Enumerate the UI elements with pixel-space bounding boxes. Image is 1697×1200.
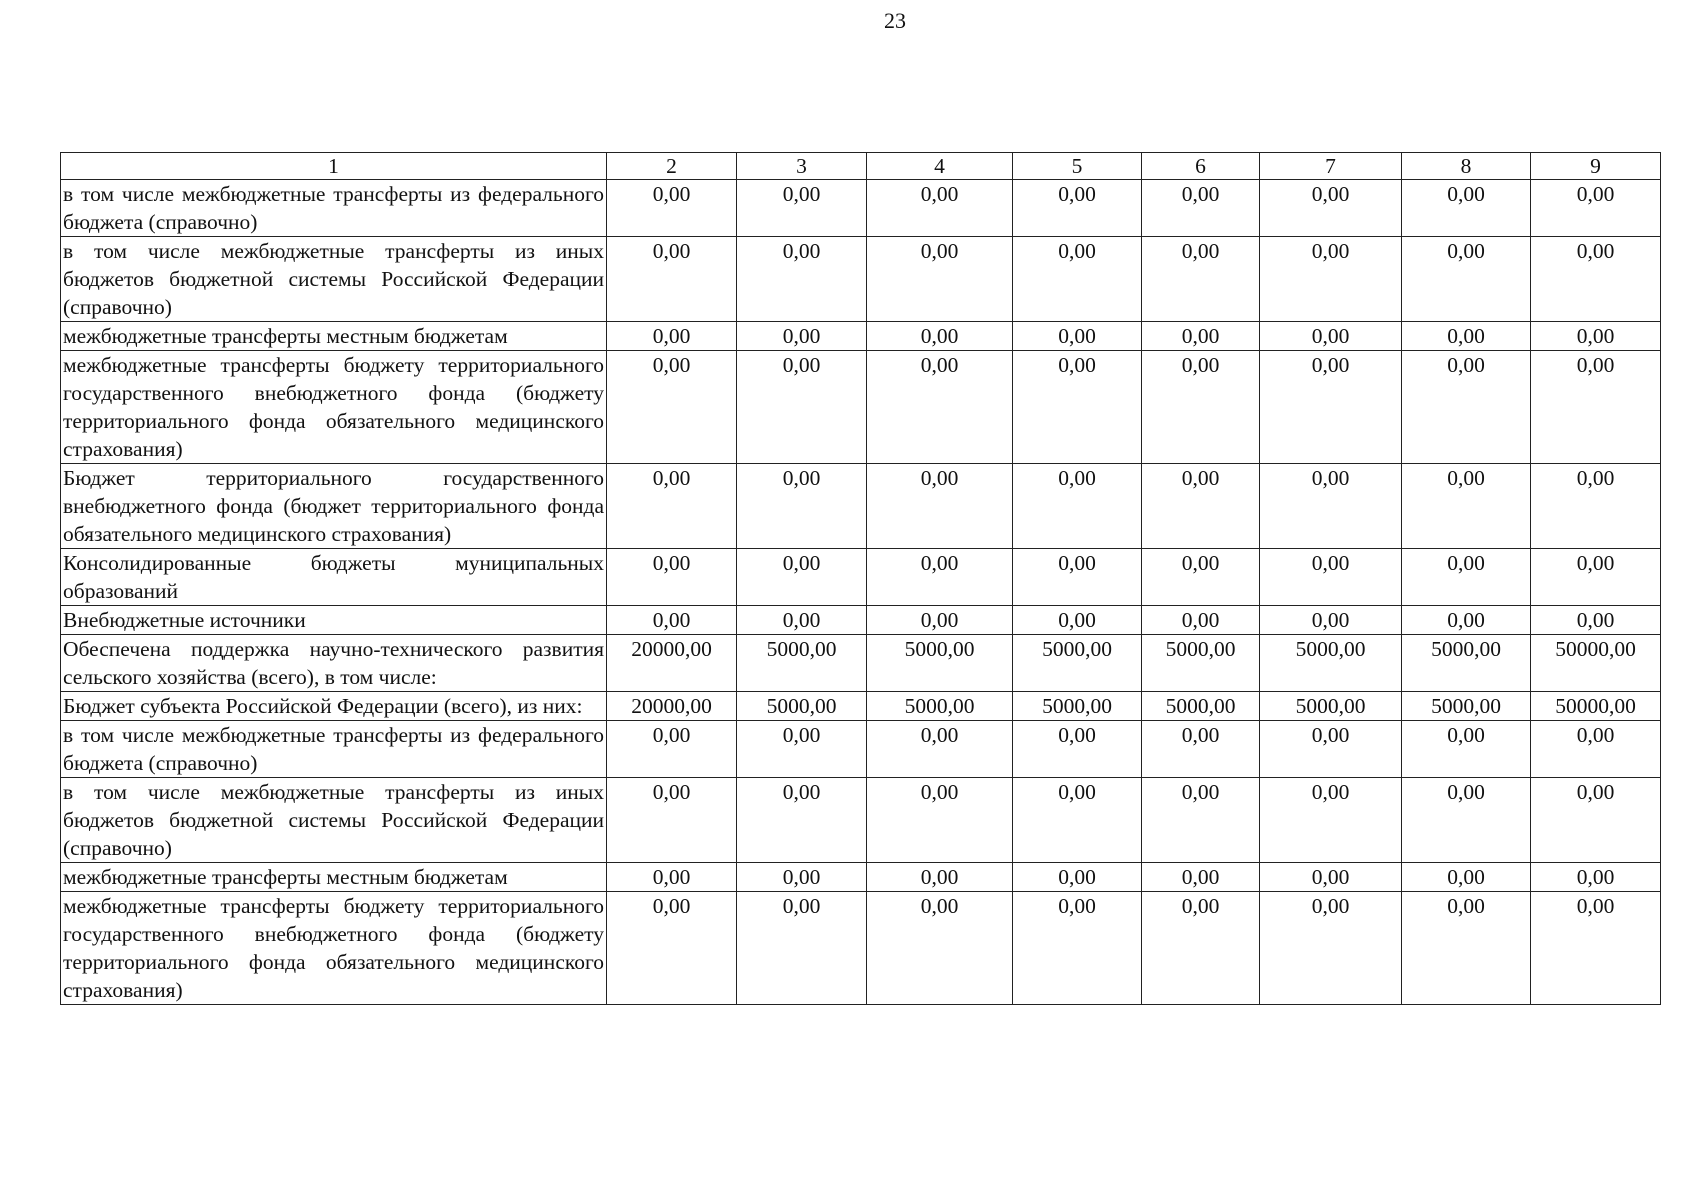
value-cell: 0,00 bbox=[1260, 606, 1402, 635]
table-row bbox=[61, 606, 1661, 635]
table-row bbox=[61, 237, 1661, 322]
value-cell: 0,00 bbox=[1531, 322, 1661, 351]
table-row bbox=[61, 863, 1661, 892]
value-cell: 0,00 bbox=[1531, 549, 1661, 606]
value-cell: 0,00 bbox=[737, 464, 867, 549]
value-cell: 0,00 bbox=[1402, 237, 1531, 322]
row-label: Бюджет субъекта Российской Федерации (всего), из них: bbox=[61, 692, 607, 721]
header-row bbox=[61, 153, 1661, 180]
table-body bbox=[61, 180, 1661, 1005]
value-cell: 0,00 bbox=[1402, 606, 1531, 635]
value-cell: 0,00 bbox=[1013, 721, 1142, 778]
table-row bbox=[61, 180, 1661, 237]
value-cell: 0,00 bbox=[1531, 778, 1661, 863]
table-row bbox=[61, 464, 1661, 549]
value-cell: 0,00 bbox=[1013, 892, 1142, 1005]
value-cell: 0,00 bbox=[1142, 721, 1260, 778]
value-cell: 5000,00 bbox=[1260, 692, 1402, 721]
value-cell: 0,00 bbox=[1013, 464, 1142, 549]
value-cell: 0,00 bbox=[737, 721, 867, 778]
row-label: Обеспечена поддержка научно-технического развития сельского хозяйства (всего), в том числе: bbox=[61, 635, 607, 692]
row-label: в том числе межбюджетные трансферты из федерального бюджета (справочно) bbox=[61, 180, 607, 237]
value-cell: 0,00 bbox=[867, 549, 1013, 606]
value-cell: 0,00 bbox=[1013, 180, 1142, 237]
value-cell: 0,00 bbox=[1260, 892, 1402, 1005]
value-cell: 5000,00 bbox=[1402, 635, 1531, 692]
column-header-6: 6 bbox=[1142, 153, 1260, 180]
value-cell: 0,00 bbox=[1402, 778, 1531, 863]
row-label: в том числе межбюджетные трансферты из федерального бюджета (справочно) bbox=[61, 721, 607, 778]
value-cell: 0,00 bbox=[1402, 721, 1531, 778]
column-header-9: 9 bbox=[1531, 153, 1661, 180]
value-cell: 0,00 bbox=[1402, 549, 1531, 606]
value-cell: 0,00 bbox=[1260, 464, 1402, 549]
value-cell: 0,00 bbox=[867, 606, 1013, 635]
value-cell: 5000,00 bbox=[1402, 692, 1531, 721]
value-cell: 0,00 bbox=[1260, 863, 1402, 892]
table-row bbox=[61, 351, 1661, 464]
value-cell: 0,00 bbox=[1142, 180, 1260, 237]
value-cell: 0,00 bbox=[1260, 351, 1402, 464]
value-cell: 0,00 bbox=[737, 778, 867, 863]
value-cell: 5000,00 bbox=[1260, 635, 1402, 692]
value-cell: 0,00 bbox=[737, 606, 867, 635]
value-cell: 5000,00 bbox=[1013, 692, 1142, 721]
value-cell: 0,00 bbox=[1013, 606, 1142, 635]
value-cell: 0,00 bbox=[607, 322, 737, 351]
table-row bbox=[61, 549, 1661, 606]
value-cell: 5000,00 bbox=[1013, 635, 1142, 692]
value-cell: 0,00 bbox=[1402, 322, 1531, 351]
value-cell: 0,00 bbox=[1142, 892, 1260, 1005]
value-cell: 0,00 bbox=[607, 863, 737, 892]
row-label: межбюджетные трансферты бюджету территориального государственного внебюджетного фонда (бюджету территориального фонда обязательного медицинского страхования) bbox=[61, 892, 607, 1005]
value-cell: 0,00 bbox=[737, 180, 867, 237]
value-cell: 0,00 bbox=[1531, 464, 1661, 549]
value-cell: 0,00 bbox=[1013, 549, 1142, 606]
value-cell: 5000,00 bbox=[867, 692, 1013, 721]
value-cell: 0,00 bbox=[1142, 778, 1260, 863]
value-cell: 5000,00 bbox=[867, 635, 1013, 692]
value-cell: 0,00 bbox=[737, 549, 867, 606]
value-cell: 0,00 bbox=[607, 237, 737, 322]
value-cell: 0,00 bbox=[1142, 237, 1260, 322]
value-cell: 5000,00 bbox=[1142, 635, 1260, 692]
value-cell: 0,00 bbox=[867, 863, 1013, 892]
value-cell: 0,00 bbox=[1142, 464, 1260, 549]
value-cell: 0,00 bbox=[737, 892, 867, 1005]
value-cell: 5000,00 bbox=[1142, 692, 1260, 721]
value-cell: 50000,00 bbox=[1531, 635, 1661, 692]
row-label: Внебюджетные источники bbox=[61, 606, 607, 635]
value-cell: 0,00 bbox=[867, 721, 1013, 778]
row-label: в том числе межбюджетные трансферты из иных бюджетов бюджетной системы Российской Федерации (справочно) bbox=[61, 237, 607, 322]
value-cell: 0,00 bbox=[1013, 778, 1142, 863]
value-cell: 0,00 bbox=[607, 180, 737, 237]
value-cell: 0,00 bbox=[607, 464, 737, 549]
value-cell: 0,00 bbox=[867, 180, 1013, 237]
page-number: 23 bbox=[884, 8, 906, 33]
value-cell: 0,00 bbox=[867, 351, 1013, 464]
column-header-7: 7 bbox=[1260, 153, 1402, 180]
value-cell: 0,00 bbox=[737, 351, 867, 464]
value-cell: 0,00 bbox=[1013, 863, 1142, 892]
value-cell: 0,00 bbox=[867, 322, 1013, 351]
value-cell: 0,00 bbox=[1531, 892, 1661, 1005]
value-cell: 0,00 bbox=[867, 892, 1013, 1005]
value-cell: 0,00 bbox=[867, 237, 1013, 322]
table-row bbox=[61, 322, 1661, 351]
value-cell: 0,00 bbox=[1260, 322, 1402, 351]
value-cell: 0,00 bbox=[1142, 863, 1260, 892]
column-header-5: 5 bbox=[1013, 153, 1142, 180]
value-cell: 0,00 bbox=[1402, 464, 1531, 549]
value-cell: 0,00 bbox=[1013, 351, 1142, 464]
row-label: межбюджетные трансферты бюджету территориального государственного внебюджетного фонда (бюджету территориального фонда обязательного медицинского страхования) bbox=[61, 351, 607, 464]
budget-table bbox=[60, 152, 1661, 1005]
value-cell: 0,00 bbox=[1260, 180, 1402, 237]
value-cell: 0,00 bbox=[737, 863, 867, 892]
value-cell: 0,00 bbox=[1531, 351, 1661, 464]
row-label: Бюджет территориального государственного внебюджетного фонда (бюджет территориального фонда обязательного медицинского страхования) bbox=[61, 464, 607, 549]
value-cell: 0,00 bbox=[867, 464, 1013, 549]
value-cell: 0,00 bbox=[867, 778, 1013, 863]
value-cell: 0,00 bbox=[1531, 606, 1661, 635]
value-cell: 0,00 bbox=[1531, 237, 1661, 322]
value-cell: 0,00 bbox=[1402, 863, 1531, 892]
value-cell: 5000,00 bbox=[737, 692, 867, 721]
value-cell: 0,00 bbox=[1013, 322, 1142, 351]
value-cell: 0,00 bbox=[1142, 351, 1260, 464]
value-cell: 0,00 bbox=[1260, 778, 1402, 863]
value-cell: 0,00 bbox=[607, 778, 737, 863]
value-cell: 0,00 bbox=[1402, 892, 1531, 1005]
value-cell: 20000,00 bbox=[607, 635, 737, 692]
value-cell: 0,00 bbox=[1402, 180, 1531, 237]
column-header-4: 4 bbox=[867, 153, 1013, 180]
value-cell: 0,00 bbox=[607, 721, 737, 778]
value-cell: 0,00 bbox=[1531, 721, 1661, 778]
column-header-8: 8 bbox=[1402, 153, 1531, 180]
value-cell: 0,00 bbox=[1013, 237, 1142, 322]
value-cell: 0,00 bbox=[1402, 351, 1531, 464]
value-cell: 0,00 bbox=[1142, 322, 1260, 351]
table-row bbox=[61, 692, 1661, 721]
value-cell: 0,00 bbox=[1531, 863, 1661, 892]
row-label: межбюджетные трансферты местным бюджетам bbox=[61, 322, 607, 351]
value-cell: 0,00 bbox=[1260, 721, 1402, 778]
value-cell: 20000,00 bbox=[607, 692, 737, 721]
row-label: Консолидированные бюджеты муниципальных образований bbox=[61, 549, 607, 606]
value-cell: 0,00 bbox=[737, 237, 867, 322]
row-label: в том числе межбюджетные трансферты из иных бюджетов бюджетной системы Российской Федерации (справочно) bbox=[61, 778, 607, 863]
table-row bbox=[61, 721, 1661, 778]
value-cell: 0,00 bbox=[1531, 180, 1661, 237]
value-cell: 0,00 bbox=[607, 606, 737, 635]
value-cell: 0,00 bbox=[607, 549, 737, 606]
value-cell: 0,00 bbox=[607, 351, 737, 464]
value-cell: 50000,00 bbox=[1531, 692, 1661, 721]
column-header-1: 1 bbox=[61, 153, 607, 180]
value-cell: 5000,00 bbox=[737, 635, 867, 692]
column-header-2: 2 bbox=[607, 153, 737, 180]
row-label: межбюджетные трансферты местным бюджетам bbox=[61, 863, 607, 892]
value-cell: 0,00 bbox=[1260, 549, 1402, 606]
value-cell: 0,00 bbox=[607, 892, 737, 1005]
value-cell: 0,00 bbox=[737, 322, 867, 351]
value-cell: 0,00 bbox=[1142, 606, 1260, 635]
value-cell: 0,00 bbox=[1260, 237, 1402, 322]
table-row bbox=[61, 892, 1661, 1005]
table-row bbox=[61, 635, 1661, 692]
column-header-3: 3 bbox=[737, 153, 867, 180]
value-cell: 0,00 bbox=[1142, 549, 1260, 606]
table-row bbox=[61, 778, 1661, 863]
